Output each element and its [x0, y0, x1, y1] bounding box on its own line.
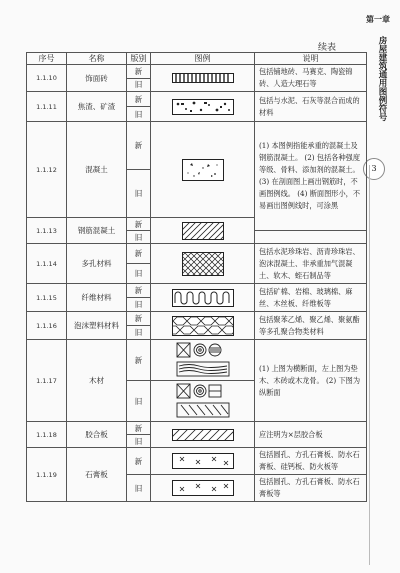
row-description: 包括水泥珍珠岩、沥青珍珠岩、泡沫混凝土、非承重加气混凝土、软木、蛭石制品等: [255, 244, 367, 284]
row-name: 纤维材料: [67, 284, 127, 312]
row-name: 钢筋混凝土: [67, 218, 127, 244]
col-header-legend: 图例: [151, 53, 255, 65]
version-old: 旧: [127, 326, 151, 340]
facing-brick-pattern-icon: [151, 65, 255, 92]
porous-material-pattern-icon: [151, 244, 255, 284]
row-number: 1.1.17: [27, 340, 67, 422]
foam-plastic-pattern-icon: [151, 312, 255, 340]
col-header-version: 版别: [127, 53, 151, 65]
page-number: 3: [363, 158, 385, 180]
table-row: [27, 244, 367, 264]
row-description: 包括圆孔、方孔石膏板、防水石膏板等: [255, 475, 367, 502]
cinder-slag-pattern-icon: [151, 92, 255, 122]
row-name: 多孔材料: [67, 244, 127, 284]
table-row: [27, 340, 367, 381]
version-old: 旧: [127, 78, 151, 92]
row-name: 胶合板: [67, 422, 127, 448]
version-new: 新: [127, 244, 151, 264]
version-new: 新: [127, 122, 151, 170]
version-new: 新: [127, 422, 151, 435]
fiber-material-pattern-icon: [151, 284, 255, 312]
row-description: 包括矿棉、岩棉、玻璃棉、麻丝、木丝板、纤维板等: [255, 284, 367, 312]
row-description: (1) 上图为横断面，左上图为垫木、木砖或木龙骨。 (2) 下图为纵断面: [255, 340, 367, 422]
continued-label: 续表: [318, 43, 337, 53]
version-new: 新: [127, 448, 151, 475]
version-old: 旧: [127, 435, 151, 448]
reinforced-concrete-pattern-icon: [151, 218, 255, 244]
version-old: 旧: [127, 170, 151, 218]
gypsum-board-pattern-icon: [151, 448, 255, 475]
row-number: 1.1.13: [27, 218, 67, 244]
version-old: 旧: [127, 298, 151, 312]
version-old: 旧: [127, 264, 151, 284]
row-description-empty: [255, 231, 367, 244]
version-old: 旧: [127, 107, 151, 122]
version-old: 旧: [127, 381, 151, 422]
table-row: [27, 122, 367, 170]
row-name: 焦渣、矿渣: [67, 92, 127, 122]
margin-rule: [369, 165, 370, 565]
version-new: 新: [127, 92, 151, 107]
table-row: [27, 312, 367, 326]
timber-old-pattern-icon: [151, 381, 255, 422]
row-name: 木材: [67, 340, 127, 422]
row-name: 泡沫塑料材料: [67, 312, 127, 340]
row-name: 混凝土: [67, 122, 127, 218]
row-description: 包括圆孔、方孔石膏板、防水石膏板、硅钙板、防火板等: [255, 448, 367, 475]
row-number: 1.1.14: [27, 244, 67, 284]
side-title: 房屋建筑通用图例符号: [377, 36, 387, 121]
version-new: 新: [127, 218, 151, 231]
col-header-no: 序号: [27, 53, 67, 65]
col-header-desc: 说明: [255, 53, 367, 65]
version-new: 新: [127, 312, 151, 326]
row-number: 1.1.19: [27, 448, 67, 502]
row-description: (1) 本图例指能承重的混凝土及钢筋混凝土。 (2) 包括各种强度等级、骨料、添加剂的混凝土。 (3) 在剖面图上画出钢筋时，不画图例线。 (4) 断面图形小，不易画出图例线时，可涂黑: [255, 122, 367, 231]
row-number: 1.1.10: [27, 65, 67, 92]
row-number: 1.1.11: [27, 92, 67, 122]
row-number: 1.1.16: [27, 312, 67, 340]
version-old: 旧: [127, 231, 151, 244]
version-old: 旧: [127, 475, 151, 502]
legend-table: [26, 52, 367, 502]
table-header-row: [27, 53, 367, 65]
version-new: 新: [127, 65, 151, 79]
row-description: 包括与水泥、石灰等混合而成的材料: [255, 92, 367, 122]
table-row: [27, 65, 367, 79]
table-row: [27, 284, 367, 298]
plywood-pattern-icon: [151, 422, 255, 448]
concrete-pattern-icon: [151, 122, 255, 218]
table-row: [27, 92, 367, 107]
version-new: 新: [127, 284, 151, 298]
row-description: 包括聚苯乙烯、聚乙烯、聚氨酯等多孔聚合物类材料: [255, 312, 367, 340]
col-header-name: 名称: [67, 53, 127, 65]
row-number: 1.1.12: [27, 122, 67, 218]
timber-pattern-icon: [151, 340, 255, 381]
chapter-label: 第一章: [366, 15, 390, 24]
row-description: 包括铺地砖、马赛克、陶瓷锦砖、人造大理石等: [255, 65, 367, 92]
row-number: 1.1.15: [27, 284, 67, 312]
table-row: [27, 448, 367, 475]
gypsum-board-old-pattern-icon: [151, 475, 255, 502]
row-name: 饰面砖: [67, 65, 127, 92]
version-new: 新: [127, 340, 151, 381]
row-name: 石膏板: [67, 448, 127, 502]
chapter-side-tab: [364, 8, 392, 158]
row-description: 应注明为×层胶合板: [255, 422, 367, 448]
row-number: 1.1.18: [27, 422, 67, 448]
table-row: [27, 422, 367, 435]
